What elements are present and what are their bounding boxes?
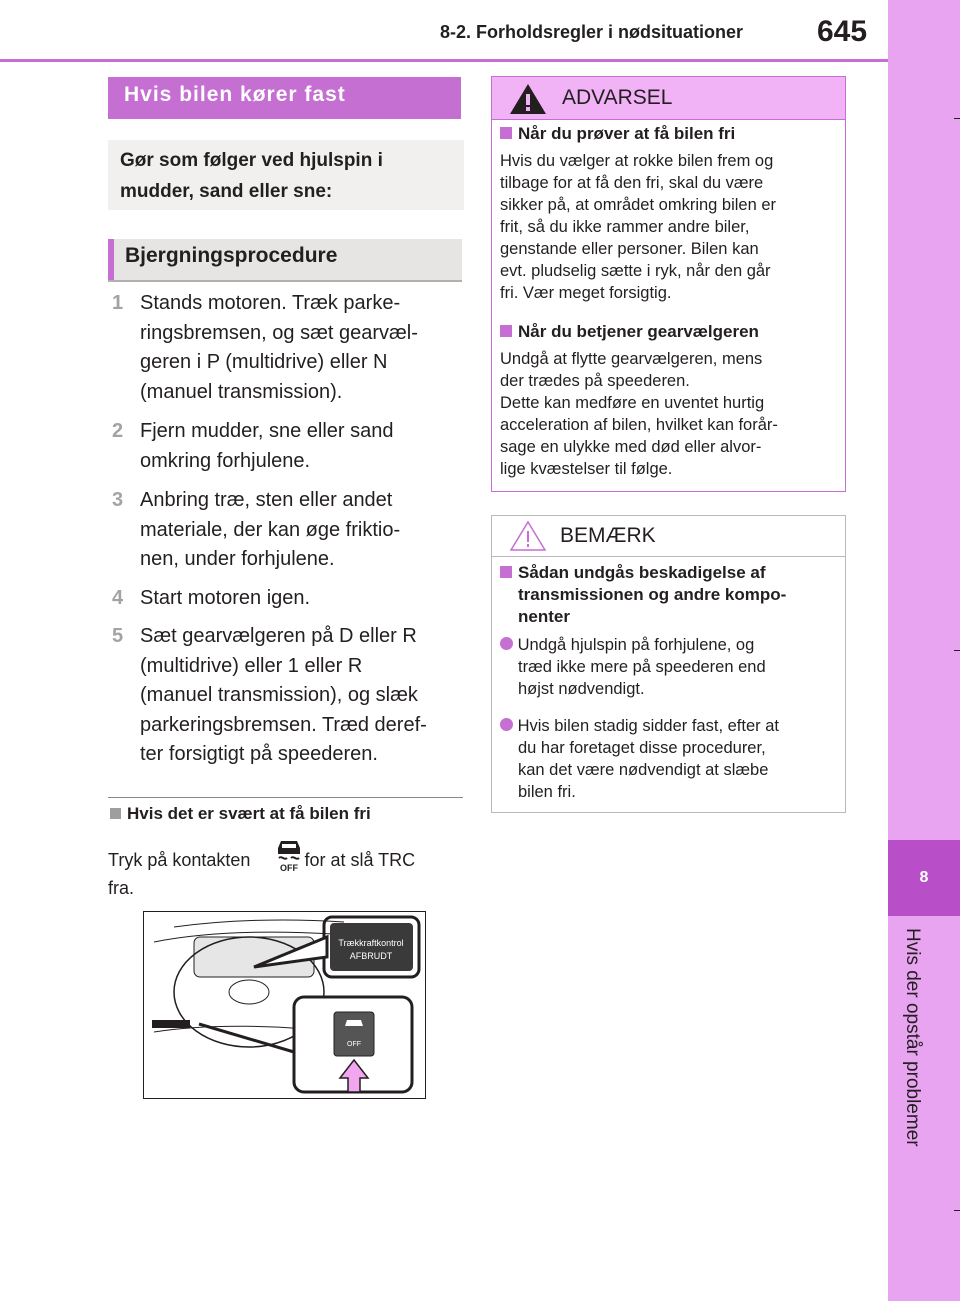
square-bullet-icon — [110, 808, 121, 819]
warning-line: sikker på, at området omkring bilen er — [500, 196, 777, 214]
note-bullet-line: du har foretaget disse procedurer, — [518, 739, 766, 757]
caution-outline-icon — [509, 520, 547, 552]
warning-line: Dette kan medføre en uventet hurtig — [500, 394, 765, 412]
step-line: Sæt gearvælgeren på D eller R — [140, 625, 417, 647]
square-bullet-icon — [500, 325, 512, 337]
warning-line: der trædes på speederen. — [500, 372, 690, 390]
sub-heading-text: Hvis det er svært at få bilen fri — [127, 804, 371, 823]
header-rule — [0, 59, 888, 62]
step-item — [112, 417, 462, 477]
intro-text: Gør som følger ved hjulspin i mudder, sand eller sne: — [120, 150, 383, 202]
dashboard-illustration — [143, 911, 426, 1099]
step-item — [112, 584, 462, 614]
step-number: 1 — [112, 292, 124, 314]
step-line: geren i P (multidrive) eller N — [140, 351, 388, 373]
note-label: BEMÆRK — [560, 524, 656, 547]
warning-line: sage en ulykke med død eller alvor- — [500, 438, 762, 456]
warning-label: ADVARSEL — [562, 86, 673, 109]
warning-line: genstande eller personer. Bilen kan — [500, 240, 759, 258]
step-number: 5 — [112, 625, 124, 647]
step-line: nen, under forhjulene. — [140, 548, 335, 570]
trc-off-icon — [273, 838, 305, 874]
note-heading — [500, 562, 840, 628]
dashboard-drawing — [144, 912, 425, 1098]
note-heading-line: Sådan undgås beskadigelse af — [518, 563, 766, 582]
step-number: 2 — [112, 420, 124, 442]
step-number: 4 — [112, 587, 124, 609]
margin-tick — [954, 650, 960, 651]
note-header — [492, 516, 845, 557]
main-title: Hvis bilen kører fast — [124, 83, 346, 106]
margin-tick — [954, 118, 960, 119]
display-line-2: AFBRUDT — [349, 951, 393, 961]
warning-line: tilbage for at få den fri, skal du være — [500, 174, 764, 192]
step-line: ringsbremsen, og sæt gearvæl- — [140, 321, 418, 344]
step-line: Stands motoren. Træk parke- — [140, 292, 401, 314]
trc-text-after: for at slå TRC — [304, 850, 416, 870]
dot-bullet-icon — [500, 637, 513, 650]
warning-item — [500, 124, 840, 304]
step-item — [112, 486, 462, 576]
trc-text-end: fra. — [108, 878, 135, 898]
step-number: 3 — [112, 489, 124, 511]
note-bullet-line: Undgå hjulspin på forhjulene, og — [517, 636, 755, 654]
warning-line: acceleration af bilen, hvilket kan forår- — [500, 416, 778, 434]
warning-line: Hvis du vælger at rokke bilen frem og — [500, 152, 774, 170]
warning-line: lige kvæstelser til følge. — [500, 460, 673, 478]
section-title: 8-2. Forholdsregler i nødsituationer — [440, 22, 744, 42]
note-bullet-line: træd ikke mere på speederen end — [518, 658, 766, 676]
procedure-heading-bar — [108, 239, 462, 282]
heading-accent — [108, 239, 114, 280]
step-line: Fjern mudder, sne eller sand — [140, 420, 394, 442]
step-line: omkring forhjulene. — [140, 449, 311, 472]
step-line: Start motoren igen. — [140, 587, 311, 609]
divider — [108, 797, 463, 798]
trc-icon-label: OFF — [280, 863, 298, 873]
page-number: 645 — [817, 15, 868, 48]
square-bullet-icon — [500, 127, 512, 139]
warning-line: evt. pludselig sætte i ryk, når den går — [500, 262, 771, 280]
warning-line: fri. Vær meget forsigtig. — [500, 284, 672, 302]
warning-item-heading: Når du betjener gearvælgeren — [518, 322, 759, 341]
warning-item-heading: Når du prøver at få bilen fri — [518, 124, 736, 143]
note-bullet-line: højst nødvendigt. — [518, 680, 645, 698]
button-label: OFF — [347, 1041, 361, 1048]
warning-icon — [509, 83, 547, 115]
warning-header — [492, 77, 845, 120]
warning-line: frit, så du ikke rammer andre biler, — [500, 218, 750, 236]
step-line: ter forsigtigt på speederen. — [140, 743, 378, 765]
step-line: (multidrive) eller 1 eller R — [140, 654, 363, 677]
side-tab — [888, 0, 960, 840]
intro-box — [108, 140, 464, 210]
step-line: materiale, der kan øge friktio- — [140, 518, 401, 541]
step-item — [112, 289, 462, 409]
note-bullet-line: bilen fri. — [518, 783, 576, 801]
note-bullet-line: kan det være nødvendigt at slæbe — [518, 761, 769, 779]
note-box — [491, 515, 846, 813]
warning-item — [500, 322, 840, 480]
step-line: (manuel transmission), og slæk — [140, 684, 418, 706]
procedure-title: Bjergningsprocedure — [125, 244, 338, 267]
dot-bullet-icon — [500, 718, 513, 731]
note-bullet — [500, 715, 840, 803]
step-item — [112, 622, 462, 772]
note-heading-line: transmissionen og andre kompo- — [518, 585, 787, 604]
step-line: Anbring træ, sten eller andet — [140, 489, 393, 511]
step-line: (manuel transmission). — [140, 380, 343, 403]
chapter-number-tab[interactable]: 8 — [888, 840, 960, 916]
margin-tick — [954, 1210, 960, 1211]
square-bullet-icon — [500, 566, 512, 578]
sub-heading — [110, 804, 371, 824]
note-heading-line: nenter — [518, 607, 570, 626]
chapter-title: Hvis der opstår problemer — [902, 928, 923, 1147]
step-line: parkeringsbremsen. Træd deref- — [140, 713, 427, 736]
warning-box — [491, 76, 846, 492]
note-bullet-line: Hvis bilen stadig sidder fast, efter at — [517, 717, 779, 735]
main-title-bar — [108, 77, 461, 119]
warning-line: Undgå at flytte gearvælgeren, mens — [500, 350, 763, 368]
trc-text-before: Tryk på kontakten — [108, 850, 251, 870]
display-line-1: Trækkraftkontrol — [338, 938, 404, 948]
note-bullet — [500, 634, 840, 700]
